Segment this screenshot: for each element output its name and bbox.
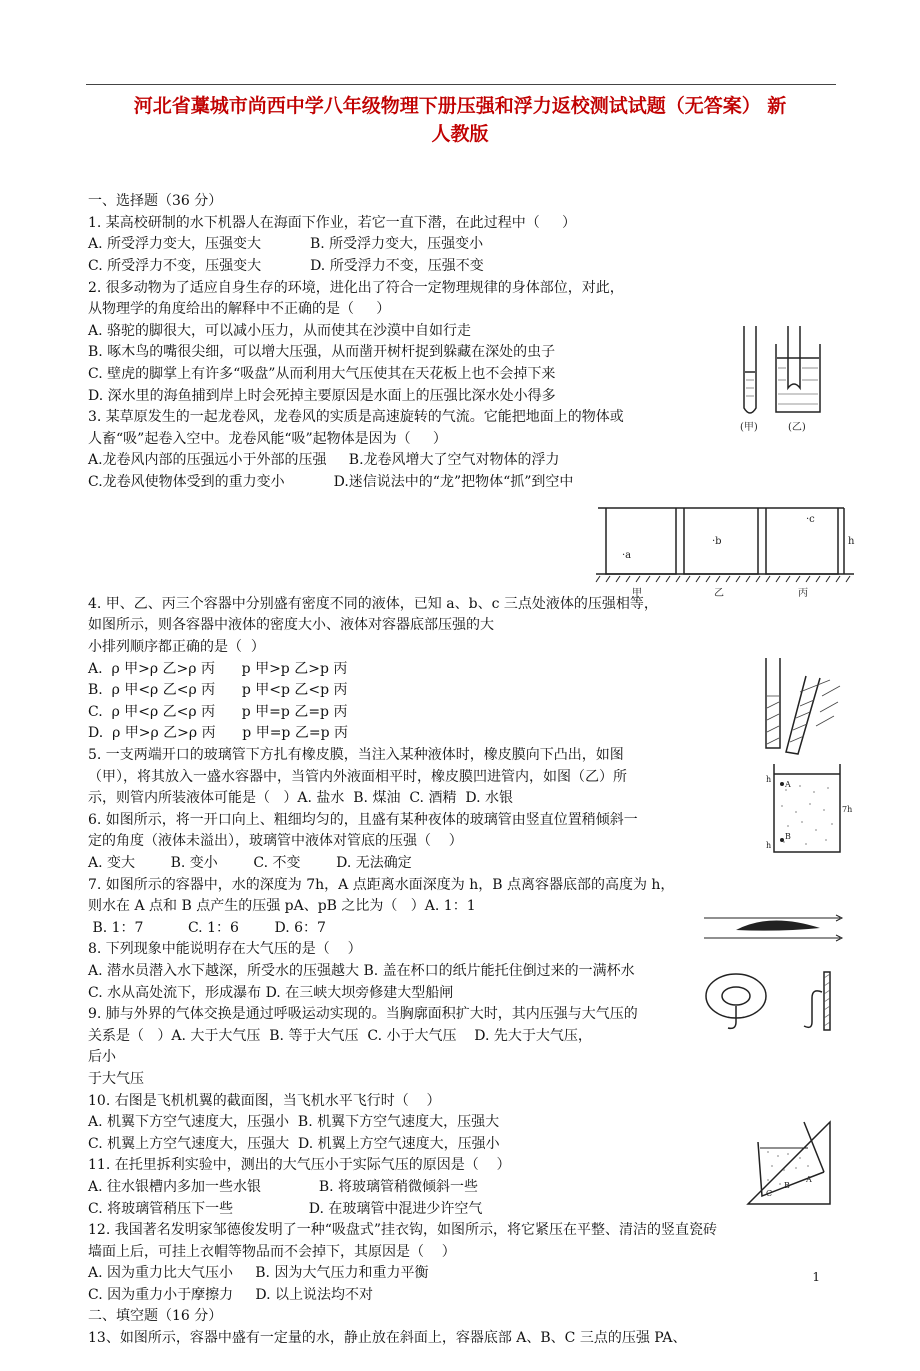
container-label: 丙	[798, 588, 808, 599]
text-line: A. 潜水员潜入水下越深，所受水的压强越大 B. 盖在杯口的纸片能托住倒过来的一满杯水	[88, 962, 635, 979]
figure-q12-suction-hook	[700, 964, 850, 1036]
height-label: h	[766, 841, 772, 850]
text-line: D. ρ 甲>ρ 乙>ρ 丙 p 甲=p 乙=p 丙	[88, 725, 348, 742]
text-line: A. 机翼下方空气速度大，压强小 B. 机翼下方空气速度大，压强大	[88, 1114, 500, 1131]
text-line: 小排列顺序都正确的是（ ）	[88, 639, 265, 656]
text-line: 3. 某草原发生的一起龙卷风，龙卷风的实质是高速旋转的气流。它能把地面上的物体或	[88, 409, 624, 426]
point-label: B	[785, 832, 791, 841]
text-line: 6. 如图所示，将一开口向上、粗细均匀的，且盛有某种夜体的玻璃管由竖直位置稍倾斜一	[88, 811, 638, 828]
text-line: 关系是（ ）A. 大于大气压 B. 等于大气压 C. 小于大气压 D. 先大于大气压，	[88, 1027, 592, 1044]
point-label: C	[766, 1189, 773, 1198]
text-line: D. 深水里的海鱼捕到岸上时会死掉主要原因是水面上的压强比深水处小得多	[88, 387, 556, 404]
text-line: 7. 如图所示的容器中，水的深度为 7h，A 点距离水面深度为 h，B 点离容器底部的高度为 h，	[88, 876, 675, 893]
text-line: 二、填空题（16 分）	[88, 1308, 223, 1325]
figure-q6-tubes	[760, 656, 846, 756]
figure-q3-tubes	[736, 322, 828, 434]
figure-q13-incline	[744, 1112, 840, 1208]
text-line: （甲），将其放入一盛水容器中，当管内外液面相平时，橡皮膜凹进管内，如图（乙）所	[88, 768, 627, 785]
text-line: 2. 很多动物为了适应自身生存的环境，进化出了符合一定物理规律的身体部位，对此，	[88, 279, 624, 296]
text-line: 12. 我国著名发明家邹德俊发明了一种“吸盘式”挂衣钩，如图所示，将它紧压在平整、清洁的竖直瓷砖	[88, 1222, 718, 1239]
title-line: 人教版	[431, 123, 489, 145]
container-label: 甲	[632, 588, 642, 599]
text-line: 示，则管内所装液体可能是（ ）A. 盐水 B. 煤油 C. 酒精 D. 水银	[88, 790, 513, 807]
text-line: 9. 肺与外界的气体交换是通过呼吸运动实现的。当胸廓面积扩大时，其内压强与大气压的	[88, 1006, 638, 1023]
text-line: B. ρ 甲<ρ 乙<ρ 丙 p 甲<p 乙<p 丙	[88, 682, 348, 699]
figure-q7-container	[766, 760, 856, 858]
depth-label: 7h	[842, 805, 853, 814]
text-line: 11. 在托里拆利实验中，测出的大气压小于实际气压的原因是（ ）	[88, 1157, 511, 1174]
text-line: C. 因为重力小于摩擦力 D. 以上说法均不对	[88, 1286, 373, 1303]
text-line: C. 水从高处流下，形成瀑布 D. 在三峡大坝旁修建大型船闸	[88, 984, 454, 1001]
figure-q4-containers	[594, 496, 864, 600]
height-label: h	[848, 536, 855, 547]
text-block-a	[88, 191, 788, 493]
text-line: C. 所受浮力不变，压强变大 D. 所受浮力不变，压强不变	[88, 257, 484, 274]
point-label: A	[806, 1175, 812, 1184]
text-line: 一、选择题（36 分）	[88, 193, 223, 210]
text-line: 定的角度（液体未溢出），玻璃管中液体对管底的压强（ ）	[88, 833, 463, 850]
figure-label: (甲)	[740, 422, 758, 433]
figure-label: (乙)	[788, 422, 806, 433]
header-rule	[86, 84, 836, 85]
text-line: C.龙卷风使物体受到的重力变小 D.迷信说法中的“龙”把物体“抓”到空中	[88, 473, 574, 490]
text-line: A. 变大 B. 变小 C. 不变 D. 无法确定	[88, 855, 412, 871]
text-line: C. ρ 甲<ρ 乙<ρ 丙 p 甲=p 乙=p 丙	[88, 703, 348, 720]
text-line: 13、如图所示，容器中盛有一定量的水，静止放在斜面上，容器底部 A、B、C 三点的压强 PA、	[88, 1330, 687, 1347]
container-label: 乙	[714, 588, 724, 599]
point-label: ·b	[712, 536, 722, 547]
text-line: C. 壁虎的脚掌上有许多“吸盘”从而利用大气压使其在天花板上也不会掉下来	[88, 365, 556, 382]
text-line: A. 往水银槽内多加一些水银 B. 将玻璃管稍微倾斜一些	[88, 1178, 479, 1195]
page-number: 1	[812, 1270, 820, 1284]
figure-q10-wing	[700, 908, 850, 948]
text-line: 则水在 A 点和 B 点产生的压强 pA、pB 之比为（ ）A. 1：1	[88, 898, 476, 915]
document-body	[88, 148, 788, 1371]
text-line: 8. 下列现象中能说明存在大气压的是（ ）	[88, 941, 362, 958]
text-line: A. 因为重力比大气压小 B. 因为大气压力和重力平衡	[88, 1265, 429, 1282]
text-line: A.龙卷风内部的压强远小于外部的压强 B.龙卷风增大了空气对物体的浮力	[88, 452, 560, 469]
point-label: A	[785, 780, 791, 789]
text-line: 4. 甲、乙、丙三个容器中分别盛有密度不同的液体，已知 a、b、c 三点处液体的压强相等，	[88, 595, 658, 612]
text-line: C. 机翼上方空气速度大，压强大 D. 机翼上方空气速度大，压强小	[88, 1135, 500, 1152]
text-line: B. 啄木鸟的嘴很尖细，可以增大压强，从而凿开树杆捉到躲藏在深处的虫子	[88, 344, 556, 361]
text-line: 如图所示，则各容器中液体的密度大小、液体对容器底部压强的大	[88, 617, 494, 634]
page-title	[80, 92, 840, 148]
text-line: 后小	[88, 1049, 116, 1066]
text-block-b	[88, 594, 788, 1350]
text-line: A. 骆驼的脚很大，可以减小压力，从而使其在沙漠中自如行走	[88, 322, 472, 339]
point-label: B	[784, 1181, 790, 1190]
text-line: A. 所受浮力变大，压强变大 B. 所受浮力变大，压强变小	[88, 236, 484, 253]
text-line: 墙面上后，可挂上衣帽等物品而不会掉下，其原因是（ ）	[88, 1243, 456, 1260]
text-line: 于大气压	[88, 1070, 144, 1087]
text-line: 从物理学的角度给出的解释中不正确的是（ ）	[88, 301, 391, 318]
point-label: ·a	[622, 550, 632, 561]
text-line: 10. 右图是飞机机翼的截面图，当飞机水平飞行时（ ）	[88, 1092, 441, 1109]
height-label: h	[766, 775, 772, 784]
text-line: B. 1：7 C. 1：6 D. 6：7	[88, 919, 326, 936]
title-line: 河北省藁城市尚西中学八年级物理下册压强和浮力返校测试试题（无答案） 新	[133, 95, 787, 117]
point-label: ·c	[806, 514, 815, 525]
text-line: C. 将玻璃管稍压下一些 D. 在玻璃管中混进少许空气	[88, 1200, 483, 1217]
text-line: 人畜“吸”起卷入空中。龙卷风能“吸”起物体是因为（ ）	[88, 430, 447, 447]
text-line: 1. 某高校研制的水下机器人在海面下作业，若它一直下潜，在此过程中（ ）	[88, 214, 577, 231]
text-line: A. ρ 甲>ρ 乙>ρ 丙 p 甲>p 乙>p 丙	[88, 660, 348, 677]
text-line: 5. 一支两端开口的玻璃管下方扎有橡皮膜，当注入某种液体时，橡皮膜向下凸出，如图	[88, 747, 624, 764]
